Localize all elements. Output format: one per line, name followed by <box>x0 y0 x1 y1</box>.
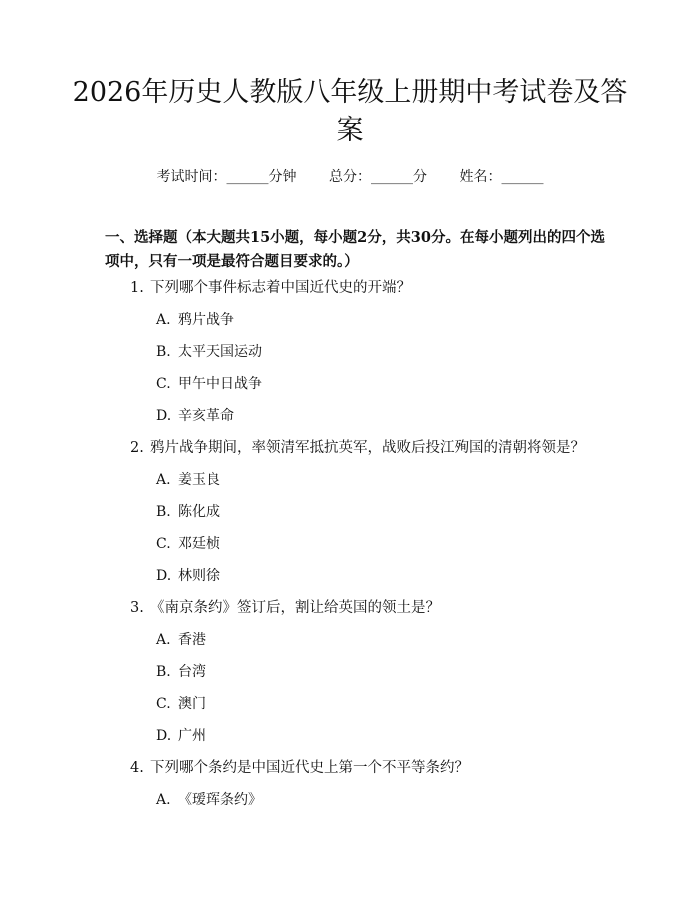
question-text: 下列哪个事件标志着中国近代史的开端？ <box>150 280 411 296</box>
answer-option <box>130 694 590 726</box>
option-key: B. <box>156 344 171 360</box>
section-header: 一、选择题（本大题共15小题，每小题2分，共30分。在每小题列出的四个选项中，只有一项是最符合题目要求的。） <box>105 229 605 270</box>
option-text: 香港 <box>178 632 206 648</box>
answer-option <box>130 726 590 758</box>
question-text: 下列哪个条约是中国近代史上第一个不平等条约？ <box>150 760 469 776</box>
answer-option <box>130 374 590 406</box>
answer-option <box>130 342 590 374</box>
question-list <box>130 278 590 822</box>
question-stem <box>130 758 590 790</box>
option-text: 陈化成 <box>178 504 220 520</box>
answer-option <box>130 662 590 694</box>
total-score-field: 总分：______分 <box>329 169 427 185</box>
option-text: 《瑷珲条约》 <box>178 792 262 808</box>
option-text: 鸦片战争 <box>178 312 234 328</box>
option-key: B. <box>156 504 171 520</box>
option-key: C. <box>156 696 171 712</box>
question-text: 《南京条约》签订后，割让给英国的领土是？ <box>150 600 440 616</box>
option-text: 林则徐 <box>178 568 220 584</box>
option-text: 邓廷桢 <box>178 536 220 552</box>
exam-time-field: 考试时间：______分钟 <box>156 169 297 185</box>
option-key: D. <box>156 728 172 744</box>
answer-option <box>130 534 590 566</box>
option-key: A. <box>156 312 171 328</box>
question-item <box>130 438 590 598</box>
question-item <box>130 278 590 438</box>
question-stem <box>130 598 590 630</box>
option-key: A. <box>156 632 171 648</box>
question-number: 2. <box>130 440 144 456</box>
option-text: 辛亥革命 <box>178 408 234 424</box>
option-key: B. <box>156 664 171 680</box>
question-stem <box>130 278 590 310</box>
question-number: 3. <box>130 600 144 616</box>
question-text: 鸦片战争期间，率领清军抵抗英军，战败后投江殉国的清朝将领是？ <box>150 440 585 456</box>
answer-option <box>130 566 590 598</box>
exam-meta <box>0 166 700 186</box>
option-key: D. <box>156 568 172 584</box>
option-text: 台湾 <box>178 664 206 680</box>
answer-option <box>130 470 590 502</box>
option-key: A. <box>156 792 171 808</box>
option-text: 太平天国运动 <box>178 344 262 360</box>
option-text: 澳门 <box>178 696 206 712</box>
answer-option <box>130 406 590 438</box>
option-text: 广州 <box>178 728 206 744</box>
question-item <box>130 758 590 822</box>
question-number: 1. <box>130 280 144 296</box>
option-key: C. <box>156 376 171 392</box>
question-item <box>130 598 590 758</box>
answer-option <box>130 630 590 662</box>
option-text: 甲午中日战争 <box>178 376 262 392</box>
option-key: A. <box>156 472 171 488</box>
question-stem <box>130 438 590 470</box>
answer-option <box>130 790 590 822</box>
option-key: D. <box>156 408 172 424</box>
exam-title: 2026年历史人教版八年级上册期中考试卷及答案 <box>72 77 628 146</box>
student-name-field: 姓名：______ <box>459 169 544 185</box>
answer-option <box>130 502 590 534</box>
question-number: 4. <box>130 760 144 776</box>
answer-option <box>130 310 590 342</box>
option-text: 姜玉良 <box>178 472 220 488</box>
option-key: C. <box>156 536 171 552</box>
